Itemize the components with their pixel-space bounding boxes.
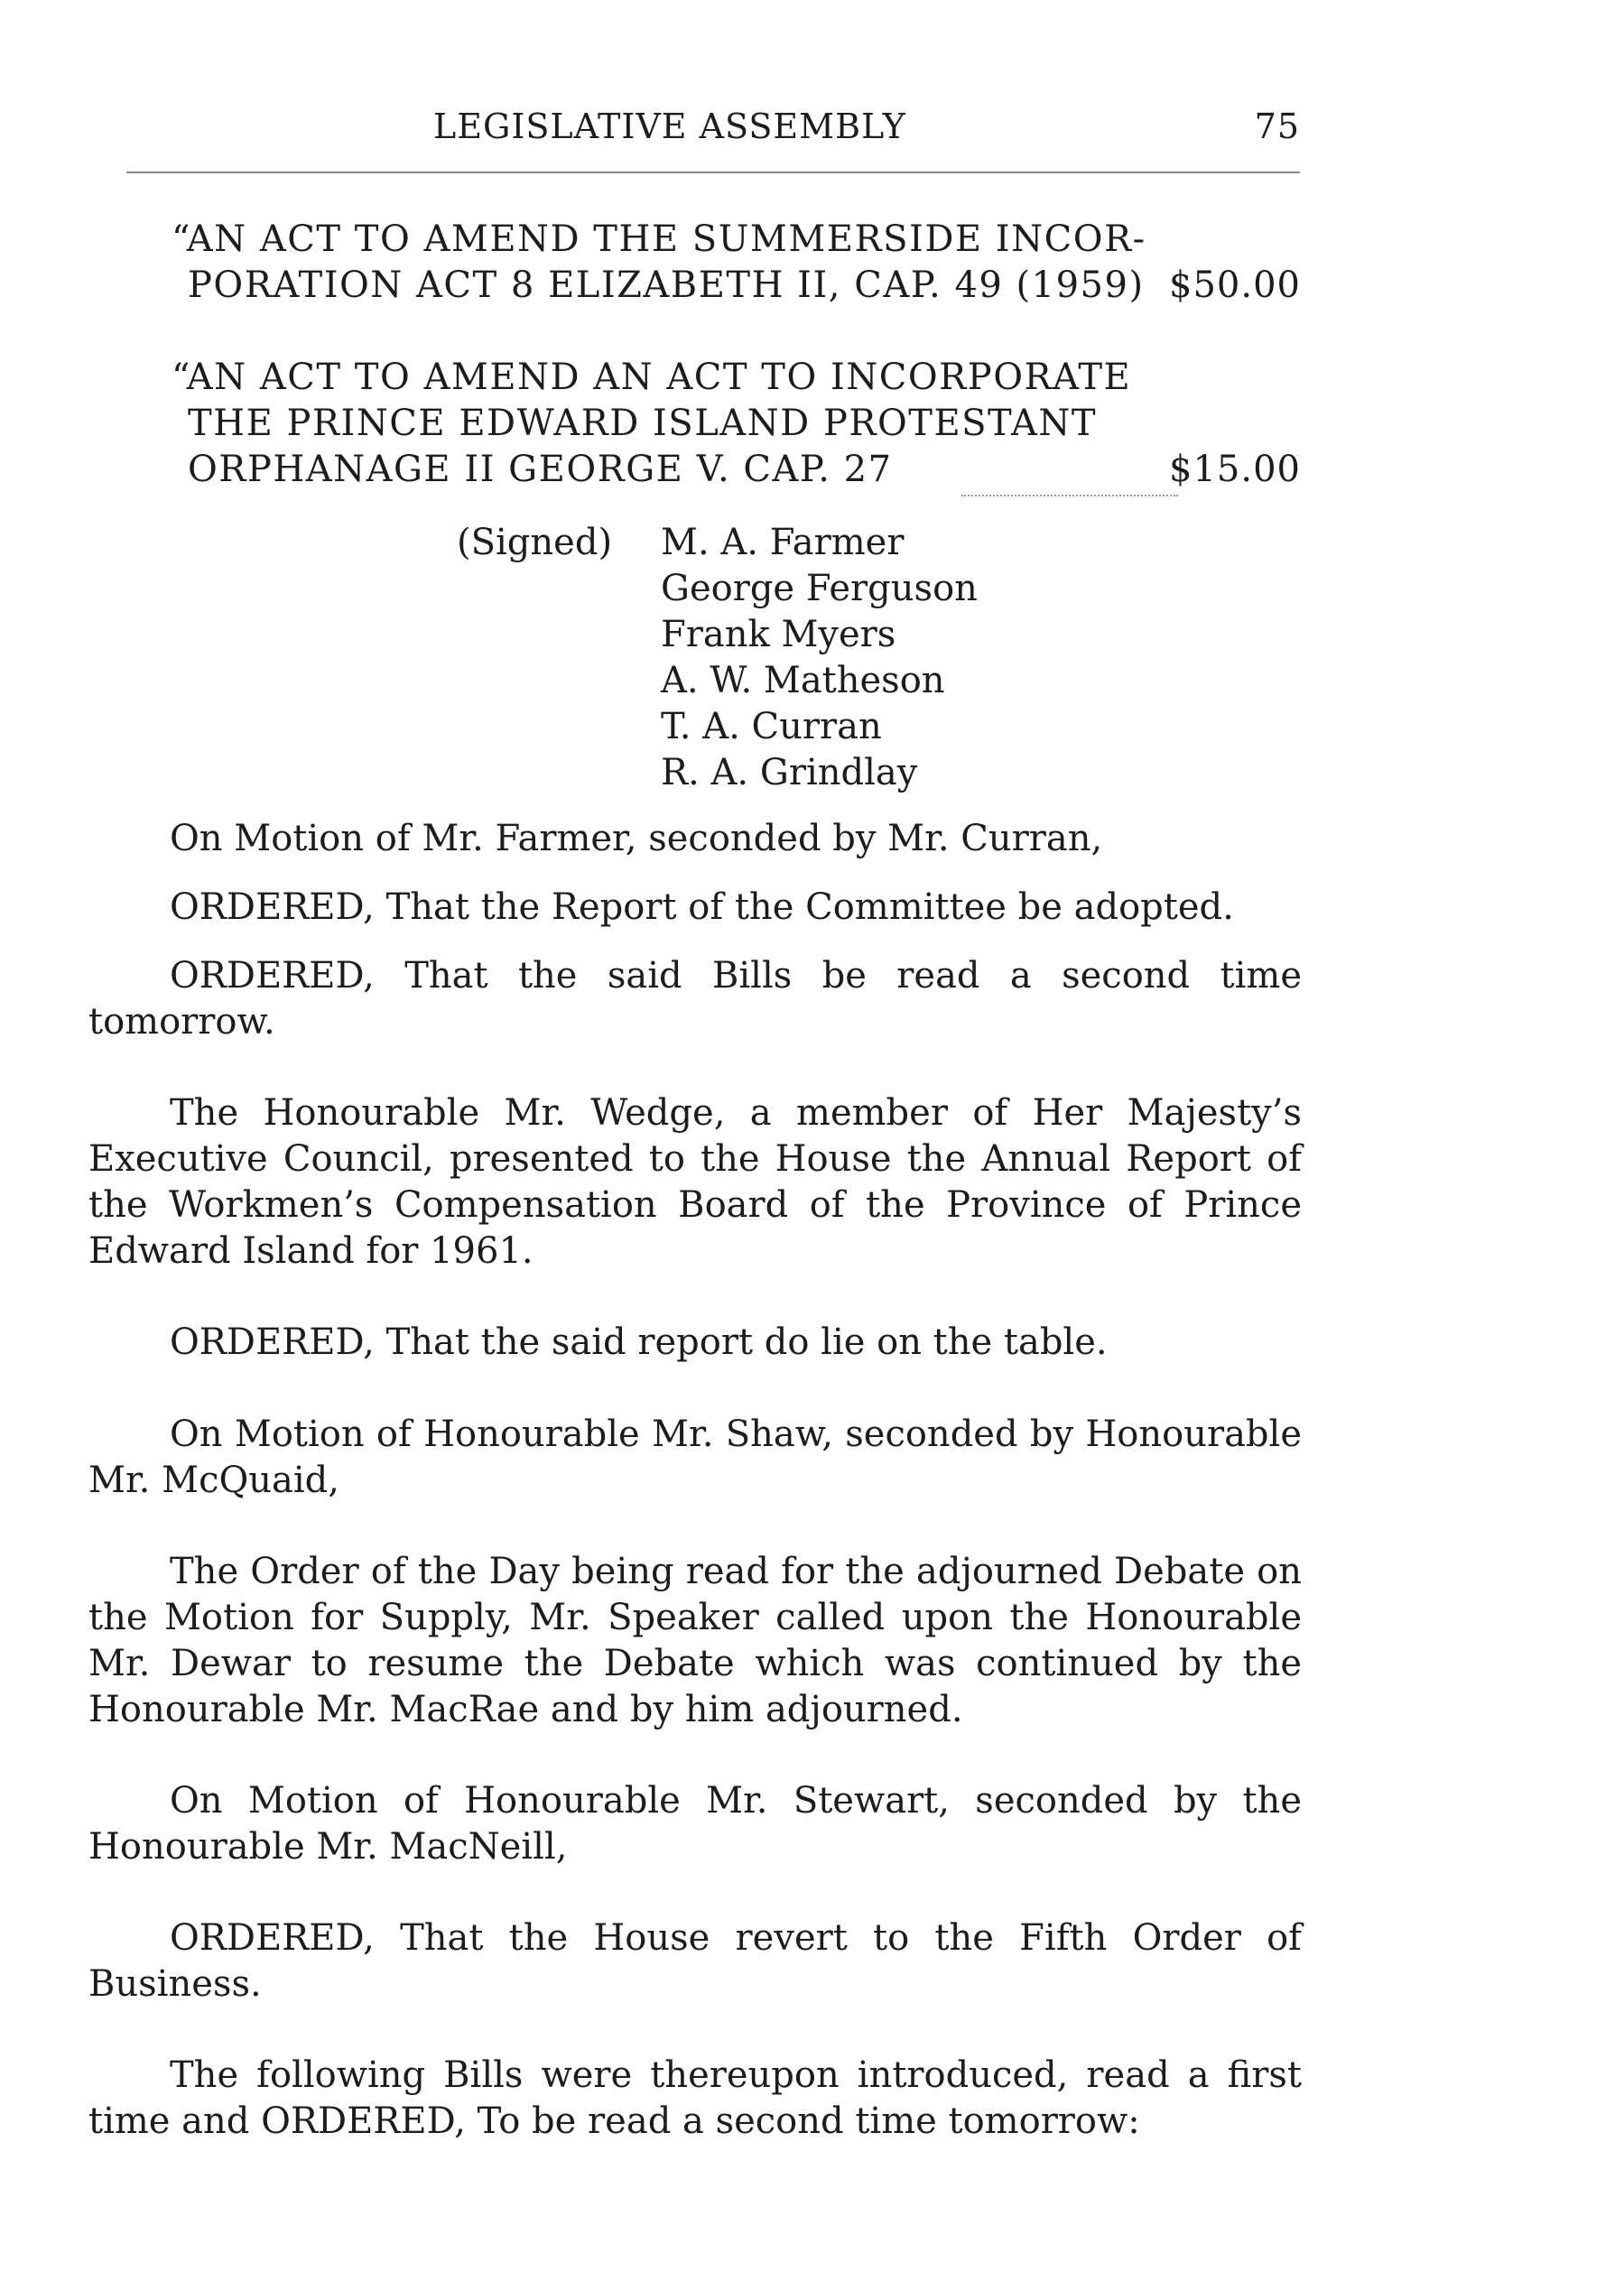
dot-leader xyxy=(961,495,1178,496)
header-rule xyxy=(126,172,1300,173)
page-header xyxy=(126,107,1300,161)
running-title: LEGISLATIVE ASSEMBLY xyxy=(433,107,906,146)
paragraph-motion-stewart: On Motion of Honourable Mr. Stewart, seconded by the Honourable Mr. MacNeill, xyxy=(88,1780,1302,1868)
paragraph-ordered-lie-on-table: ORDERED, That the said report do lie on the table. xyxy=(170,1321,1108,1363)
paragraph-ordered-second-reading: ORDERED, That the said Bills be read a second time tomorrow. xyxy=(88,955,1302,1043)
paragraph-bills-introduced: The following Bills were thereupon introduced, read a first time and ORDERED, To be read a second time tomorrow: xyxy=(88,2054,1302,2142)
paragraph-wedge-report: The Honourable Mr. Wedge, a member of Her Majesty’s Executive Council, presented to the House the Annual Report of the Workmen’s Compensation Board of the Province of Prince Edward Island for 1961. xyxy=(88,1092,1302,1272)
signatory-name: T. A. Curran xyxy=(661,706,882,747)
bill-2-line-3: ORPHANAGE II GEORGE V. CAP. 27 xyxy=(188,449,893,490)
paragraph-motion-farmer: On Motion of Mr. Farmer, seconded by Mr. Curran, xyxy=(170,818,1103,859)
signatory-name: R. A. Grindlay xyxy=(661,752,918,793)
bill-2-line-1: “AN ACT TO AMEND AN ACT TO INCORPORATE xyxy=(172,357,1132,398)
bill-1-line-1: “AN ACT TO AMEND THE SUMMERSIDE INCOR- xyxy=(172,218,1146,260)
paragraph-ordered-revert: ORDERED, That the House revert to the Fifth Order of Business. xyxy=(88,1917,1302,2005)
page-number: 75 xyxy=(1254,107,1300,146)
signatory-name: A. W. Matheson xyxy=(661,660,945,701)
paragraph-ordered-report-adopted: ORDERED, That the Report of the Committee be adopted. xyxy=(170,886,1234,928)
signatory-name: M. A. Farmer xyxy=(661,522,905,563)
paragraph-motion-shaw: On Motion of Honourable Mr. Shaw, seconded by Honourable Mr. McQuaid, xyxy=(88,1414,1302,1501)
bill-1-amount: $50.00 xyxy=(1169,264,1301,306)
bill-2-amount: $15.00 xyxy=(1169,449,1301,490)
bill-2-line-2: THE PRINCE EDWARD ISLAND PROTESTANT xyxy=(188,403,1098,444)
signed-label: (Signed) xyxy=(457,522,613,563)
signatory-name: George Ferguson xyxy=(661,568,978,609)
signatory-name: Frank Myers xyxy=(661,614,896,655)
bill-1-line-2: PORATION ACT 8 ELIZABETH II, CAP. 49 (1959) xyxy=(188,264,1145,306)
paragraph-order-of-day: The Order of the Day being read for the adjourned Debate on the Motion for Supply, Mr. Speaker called upon the Honourable Mr. Dewar to resume the Debate which was continued by the Honourable Mr. MacRae and by him adjourned. xyxy=(88,1551,1302,1730)
